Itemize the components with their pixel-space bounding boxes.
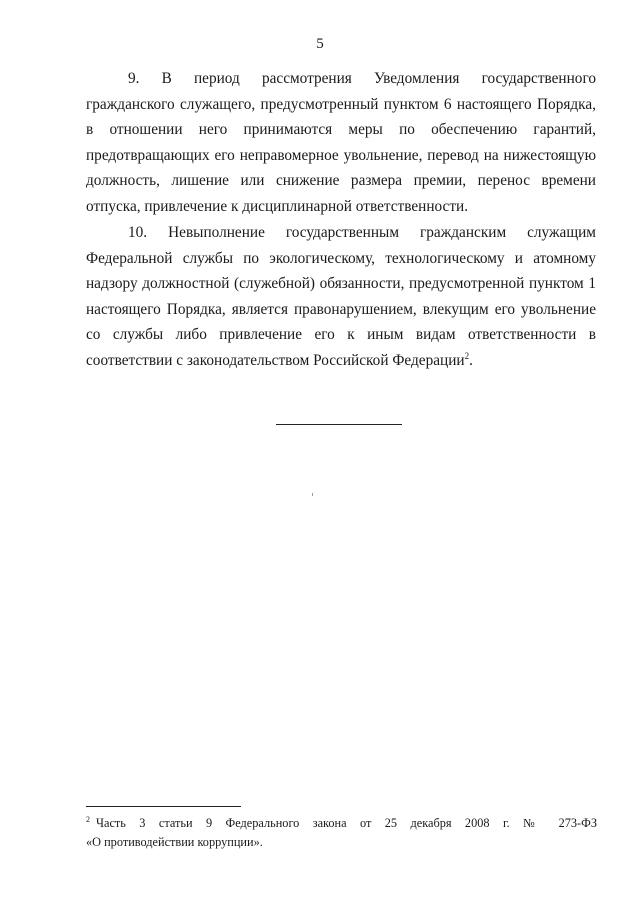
footnote-divider: [86, 806, 241, 807]
footnote-reference: 2: [464, 350, 470, 361]
footnote-text-line1: Часть 3 статьи 9 Федерального закона от 25 декабря 2008 г. № 273-ФЗ: [96, 816, 597, 830]
footnote: [86, 814, 597, 852]
paragraph-9-text: 9. В период рассмотрения Уведомления государственного гражданского служащего, предусмотренный пунктом 6 настоящего Порядка, в отношении него принимаются меры по обеспечению гарантий, предотвращающих его неправомерное увольнение, перевод на нижестоящую должность, лишение или снижение размера премии, перенос времени отпуска, привлечение к дисциплинарной ответственности.: [86, 70, 596, 215]
paragraph-9: [86, 66, 596, 220]
footnote-text-line2: «О противодействии коррупции».: [86, 835, 263, 849]
paragraph-10: 10. Невыполнение государственным гражданским служащим Федеральной службы по экологическому, технологическому и атомному надзору должностной (служебной) обязанности, предусмотренной пунктом 1 настоящего Порядка, является правонарушением, влекущим его увольнение со службы либо привлечение его к иным видам ответственности в соответствии с законодательством Российской Федерации$^2$.: [86, 224, 596, 369]
page-number: 5: [316, 36, 324, 52]
section-separator: [276, 424, 402, 425]
footnote-mark: 2: [86, 814, 90, 824]
paragraph-10-text: 10. Невыполнение государственным гражданским служащим Федеральной службы по экологическому, технологическому и атомному надзору должностной (служебной) обязанности, предусмотренной пунктом 1 настоящего Порядка, является правонарушением, влекущим его увольнение со службы либо привлечение его к иным видам ответственности в соответствии с законодательством Российской Федерации: [86, 224, 596, 369]
scan-speck: [312, 493, 313, 496]
